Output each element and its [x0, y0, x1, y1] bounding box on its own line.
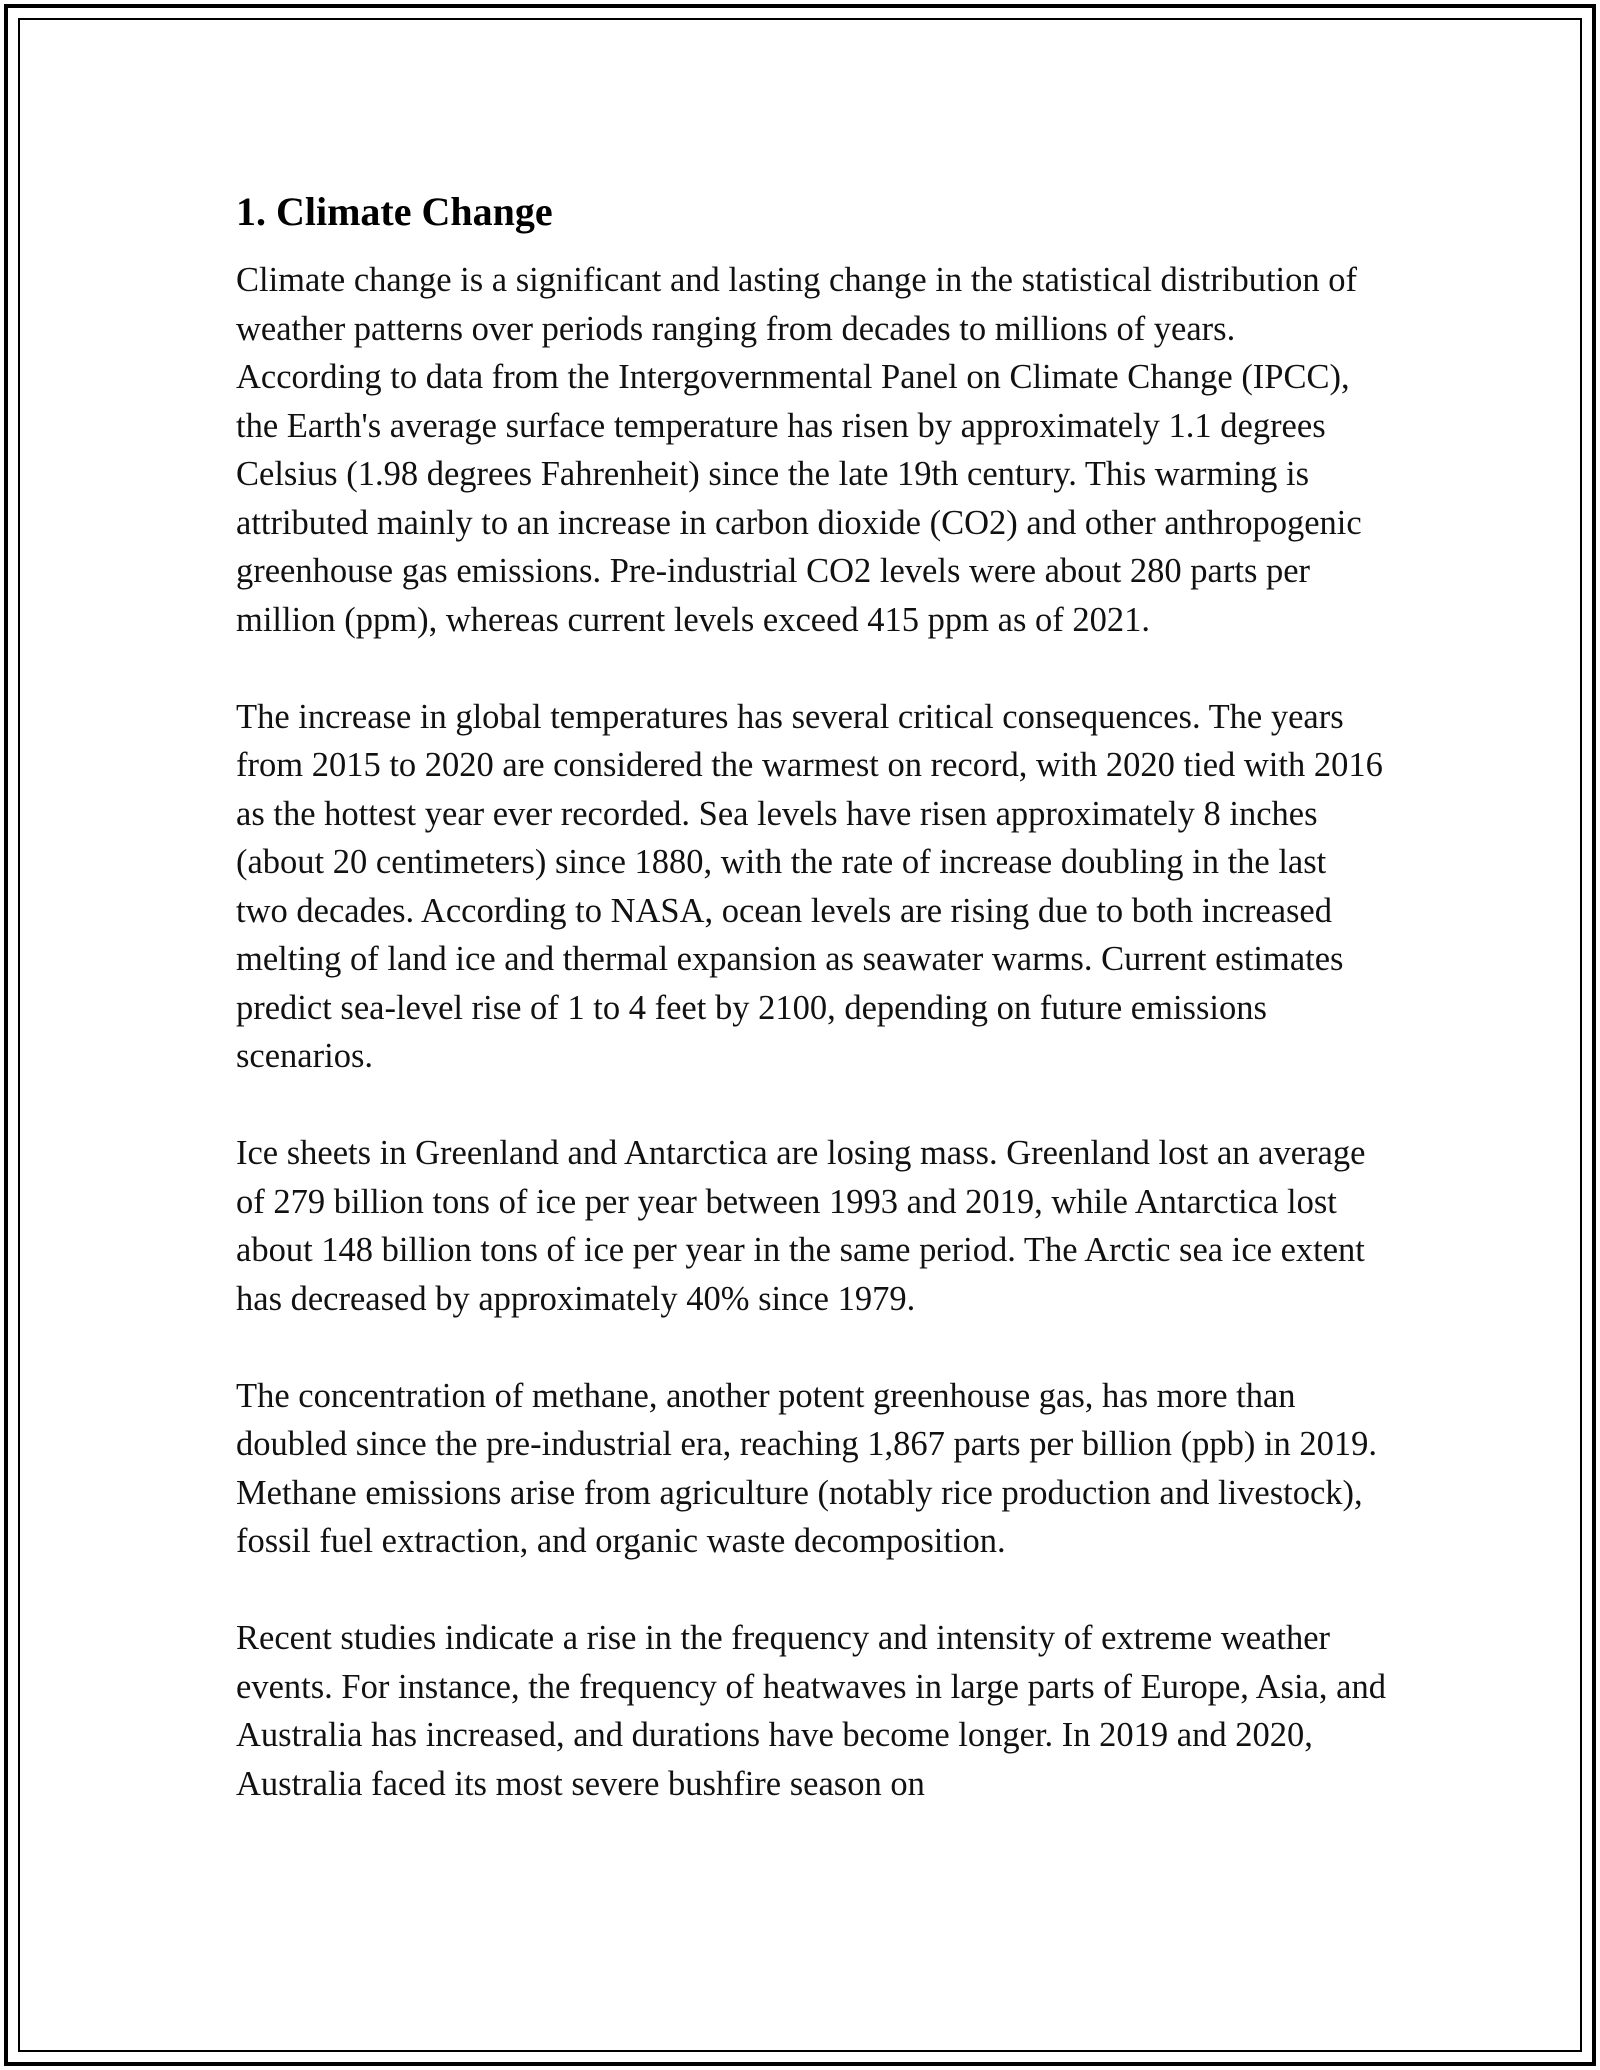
paragraph-extreme-weather: Recent studies indicate a rise in the frequency and intensity of extreme weather events. For instance, the frequency of heatwaves in large parts of Europe, Asia, and Australia has increased, and durations have become longer. In 2019 and 2020, Australia faced its most severe bushfire season on	[236, 1619, 1386, 1803]
paragraph-methane: The concentration of methane, another potent greenhouse gas, has more than doubled since the pre-industrial era, reaching 1,867 parts per billion (ppb) in 2019. Methane emissions arise from agriculture (notably rice production and livestock), fossil fuel extraction, and organic waste decomposition.	[236, 1376, 1378, 1560]
paragraph-ice-sheets: Ice sheets in Greenland and Antarctica are losing mass. Greenland lost an average of 279 billion tons of ice per year between 1993 and 2019, while Antarctica lost about 148 billion tons of ice per year in the same period. The Arctic sea ice extent has decreased by approximately 40% since 1979.	[236, 1134, 1366, 1318]
document-body	[236, 186, 1386, 1857]
paragraph-climate-change-definition: Climate change is a significant and lasting change in the statistical distribution of weather patterns over periods ranging from decades to millions of years. According to data from the Intergovernmental Panel on Climate Change (IPCC), the Earth's average surface temperature has risen by approximately 1.1 degrees Celsius (1.98 degrees Fahrenheit) since the late 19th century. This warming is attributed mainly to an increase in carbon dioxide (CO2) and other anthropogenic greenhouse gas emissions. Pre-industrial CO2 levels were about 280 parts per million (ppm), whereas current levels exceed 415 ppm as of 2021.	[236, 261, 1362, 639]
paragraph-temperature-consequences: The increase in global temperatures has several critical consequences. The years from 2015 to 2020 are considered the warmest on record, with 2020 tied with 2016 as the hottest year ever recorded. Sea levels have risen approximately 8 inches (about 20 centimeters) since 1880, with the rate of increase doubling in the last two decades. According to NASA, ocean levels are rising due to both increased melting of land ice and thermal expansion as seawater warms. Current estimates predict sea-level rise of 1 to 4 feet by 2100, depending on future emissions scenarios.	[236, 697, 1383, 1075]
section-heading: 1. Climate Change	[236, 189, 553, 234]
